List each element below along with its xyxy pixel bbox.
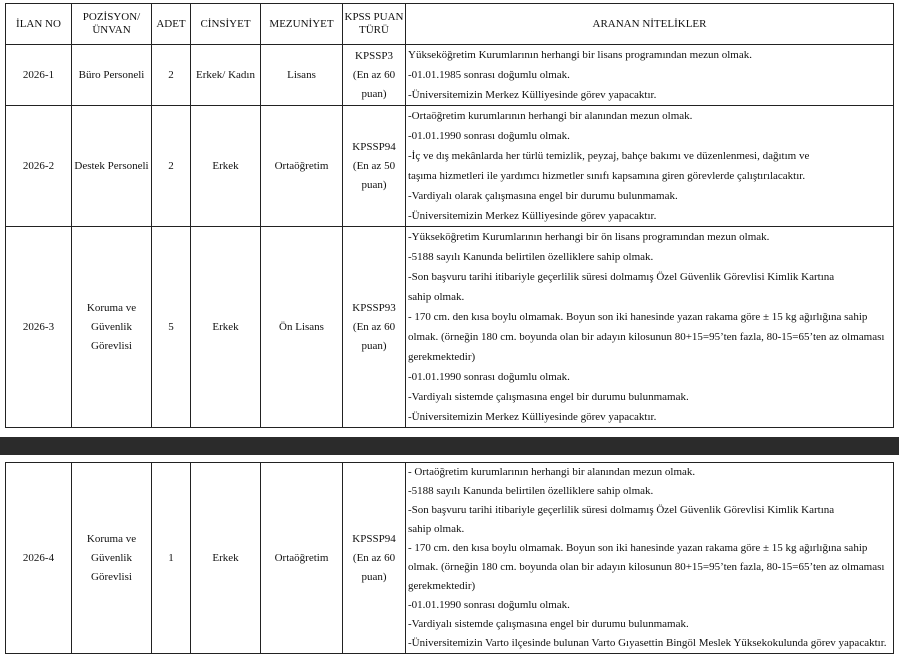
kpss-cell bbox=[343, 227, 406, 428]
nitelik-line: -Üniversitemizin Merkez Külliyesinde görev yapacaktır. bbox=[408, 411, 657, 423]
nitelik-line: -Yükseköğretim Kurumlarının herhangi bir ön lisans programından mezun olmak. bbox=[408, 231, 770, 243]
nitelik-line: - 170 cm. den kısa boylu olmamak. Boyun son iki hanesinde yazan rakama göre ± 15 kg ağırlığına sahip bbox=[408, 311, 868, 323]
kpss-line: KPSSP93 bbox=[352, 301, 396, 314]
nitelik-line: - 170 cm. den kısa boylu olmamak. Boyun son iki hanesinde yazan rakama göre ± 15 kg ağırlığına sahip bbox=[408, 542, 868, 554]
nitelik-line: Yükseköğretim Kurumlarının herhangi bir lisans programından mezun olmak. bbox=[408, 49, 752, 61]
nitelik-line: -Son başvuru tarihi itibariyle geçerlilik süresi dolmamış Özel Güvenlik Görevlisi Kimlik Kartına bbox=[408, 504, 835, 516]
kpss-line: (En az 60 bbox=[352, 320, 396, 333]
nitelik-line: -Son başvuru tarihi itibariyle geçerlilik süresi dolmamış Özel Güvenlik Görevlisi Kimlik Kartına bbox=[408, 271, 835, 283]
kpss-line: puan) bbox=[361, 87, 387, 100]
header-pozisyon bbox=[72, 4, 152, 45]
nitelik-line: - Ortaöğretim kurumlarının herhangi bir alanından mezun olmak. bbox=[408, 466, 696, 478]
pozisyon-cell bbox=[72, 463, 152, 654]
header-mezuniyet: MEZUNİYET bbox=[261, 4, 343, 45]
nitelik-line: -Üniversitemizin Varto ilçesinde bulunan Varto Gıyasettin Bingöl Meslek Yüksekokulunda görev yapacaktır. bbox=[408, 637, 887, 649]
kpss-cell bbox=[343, 106, 406, 227]
nitelik-line: -Üniversitemizin Merkez Külliyesinde görev yapacaktır. bbox=[408, 210, 657, 222]
table-row bbox=[6, 227, 894, 428]
adet-cell: 2 bbox=[152, 45, 191, 106]
nitelik-line: sahip olmak. bbox=[408, 291, 465, 303]
job-listing-table-continued bbox=[5, 462, 894, 654]
header-cinsiyet: CİNSİYET bbox=[191, 4, 261, 45]
pozisyon-cell bbox=[72, 227, 152, 428]
kpss-line: (En az 60 bbox=[352, 68, 396, 81]
nitelikler-cell bbox=[406, 106, 894, 227]
nitelik-line: gerekmektedir) bbox=[408, 351, 476, 363]
mezuniyet-cell: Lisans bbox=[261, 45, 343, 106]
nitelik-line: gerekmektedir) bbox=[408, 580, 476, 592]
nitelik-line: olmak. (örneğin 180 cm. boyunda olan bir adayın kilosunun 80+15=95’ten fazla, 80-15=65’ten az olmaması bbox=[408, 331, 885, 343]
pozisyon-cell bbox=[72, 106, 152, 227]
kpss-line: puan) bbox=[361, 178, 387, 191]
mezuniyet-cell: Ortaöğretim bbox=[261, 463, 343, 654]
table-row bbox=[6, 463, 894, 654]
nitelik-line: -01.01.1990 sonrası doğumlu olmak. bbox=[408, 599, 570, 611]
table-row bbox=[6, 106, 894, 227]
ilan-no-cell: 2026-4 bbox=[6, 463, 72, 654]
header-pozisyon-line1: POZİSYON/ bbox=[82, 11, 141, 23]
nitelik-line: -Vardiyalı olarak çalışmasına engel bir durumu bulunmamak. bbox=[408, 190, 678, 202]
nitelikler-cell bbox=[406, 463, 894, 654]
header-kpss-line2: TÜRÜ bbox=[359, 24, 389, 36]
mezuniyet-cell: Ortaöğretim bbox=[261, 106, 343, 227]
pozisyon-line: Destek Personeli bbox=[74, 159, 149, 172]
kpss-cell bbox=[343, 45, 406, 106]
cinsiyet-cell: Erkek bbox=[191, 106, 261, 227]
nitelik-line: -Ortaöğretim kurumlarının herhangi bir alanından mezun olmak. bbox=[408, 110, 693, 122]
header-kpss bbox=[343, 4, 406, 45]
nitelik-line: sahip olmak. bbox=[408, 523, 465, 535]
nitelik-line: olmak. (örneğin 180 cm. boyunda olan bir adayın kilosunun 80+15=95’ten fazla, 80-15=65’ten az olmaması bbox=[408, 561, 885, 573]
kpss-cell bbox=[343, 463, 406, 654]
kpss-line: puan) bbox=[361, 339, 387, 352]
nitelik-line: taşıma hizmetleri ile yardımcı hizmetler sınıfı kapsamına giren görevlerde çalıştırılacaktır. bbox=[408, 170, 806, 182]
cinsiyet-cell: Erkek bbox=[191, 227, 261, 428]
nitelik-line: -01.01.1990 sonrası doğumlu olmak. bbox=[408, 130, 570, 142]
pozisyon-line: Görevlisi bbox=[91, 570, 132, 583]
pozisyon-line: Güvenlik bbox=[91, 320, 132, 333]
adet-cell: 5 bbox=[152, 227, 191, 428]
cinsiyet-cell: Erkek/ Kadın bbox=[191, 45, 261, 106]
nitelikler-cell bbox=[406, 227, 894, 428]
kpss-line: (En az 50 bbox=[352, 159, 396, 172]
nitelikler-cell bbox=[406, 45, 894, 106]
adet-cell: 2 bbox=[152, 106, 191, 227]
page-separator-gap bbox=[0, 455, 899, 462]
nitelik-line: -5188 sayılı Kanunda belirtilen özelliklere sahip olmak. bbox=[408, 485, 654, 497]
pozisyon-cell bbox=[72, 45, 152, 106]
kpss-line: KPSSP94 bbox=[352, 140, 396, 153]
job-listing-table bbox=[5, 3, 894, 428]
header-adet: ADET bbox=[152, 4, 191, 45]
nitelik-line: -5188 sayılı Kanunda belirtilen özelliklere sahip olmak. bbox=[408, 251, 654, 263]
cinsiyet-cell: Erkek bbox=[191, 463, 261, 654]
ilan-no-cell: 2026-2 bbox=[6, 106, 72, 227]
adet-cell: 1 bbox=[152, 463, 191, 654]
mezuniyet-cell: Ön Lisans bbox=[261, 227, 343, 428]
page-separator-band bbox=[0, 437, 899, 455]
nitelik-line: -Vardiyalı sistemde çalışmasına engel bir durumu bulunmamak. bbox=[408, 391, 689, 403]
pozisyon-line: Koruma ve bbox=[86, 301, 137, 314]
header-pozisyon-line2: ÜNVAN bbox=[92, 24, 131, 36]
kpss-line: (En az 60 bbox=[352, 551, 396, 564]
kpss-line: KPSSP3 bbox=[355, 49, 393, 62]
ilan-no-cell: 2026-1 bbox=[6, 45, 72, 106]
header-ilan-no: İLAN NO bbox=[6, 4, 72, 45]
header-nitelikler: ARANAN NİTELİKLER bbox=[406, 4, 894, 45]
kpss-line: KPSSP94 bbox=[352, 532, 396, 545]
nitelik-line: -Vardiyalı sistemde çalışmasına engel bir durumu bulunmamak. bbox=[408, 618, 689, 630]
table-row bbox=[6, 45, 894, 106]
nitelik-line: -İç ve dış mekânlarda her türlü temizlik, peyzaj, bahçe bakımı ve düzenlenmesi, dağıtım ve bbox=[408, 150, 810, 162]
table-header-row bbox=[6, 4, 894, 45]
pozisyon-line: Görevlisi bbox=[91, 339, 132, 352]
kpss-line: puan) bbox=[361, 570, 387, 583]
ilan-no-cell: 2026-3 bbox=[6, 227, 72, 428]
nitelik-line: -01.01.1985 sonrası doğumlu olmak. bbox=[408, 69, 570, 81]
nitelik-line: -01.01.1990 sonrası doğumlu olmak. bbox=[408, 371, 570, 383]
pozisyon-line: Güvenlik bbox=[91, 551, 132, 564]
header-kpss-line1: KPSS PUAN bbox=[344, 11, 404, 23]
nitelik-line: -Üniversitemizin Merkez Külliyesinde görev yapacaktır. bbox=[408, 89, 657, 101]
pozisyon-line: Büro Personeli bbox=[78, 68, 145, 81]
pozisyon-line: Koruma ve bbox=[86, 532, 137, 545]
